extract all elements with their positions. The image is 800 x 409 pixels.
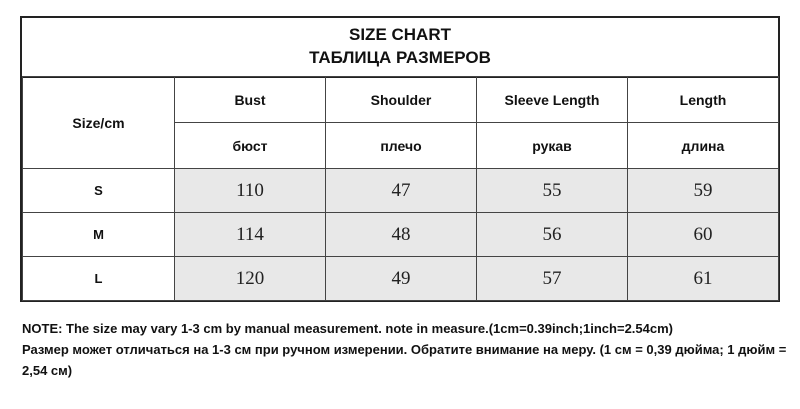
column-header-shoulder: Shoulder (326, 77, 477, 123)
table-cell: 49 (326, 257, 477, 301)
table-cell: 59 (628, 169, 779, 213)
column-header-shoulder-ru: плечо (326, 123, 477, 169)
table-cell: 47 (326, 169, 477, 213)
size-label-s: S (23, 169, 175, 213)
table-cell: 57 (477, 257, 628, 301)
column-header-sleeve-length-ru: рукав (477, 123, 628, 169)
table-cell: 48 (326, 213, 477, 257)
table-cell: 114 (175, 213, 326, 257)
column-header-length: Length (628, 77, 779, 123)
table-cell: 120 (175, 257, 326, 301)
chart-title-block (22, 18, 778, 78)
size-label-m: M (23, 213, 175, 257)
column-header-bust-ru: бюст (175, 123, 326, 169)
table-row-m (23, 213, 779, 257)
table-cell: 61 (628, 257, 779, 301)
column-header-bust: Bust (175, 77, 326, 123)
table-row-l (23, 257, 779, 301)
table-cell: 110 (175, 169, 326, 213)
note-en: NOTE: The size may vary 1-3 cm by manual measurement. note in measure.(1cm=0.39inch;1inch=2.54cm) (22, 321, 673, 336)
unit-label: Size/cm (23, 77, 175, 169)
note-ru: Размер может отличаться на 1-3 см при ручном измерении. Обратите внимание на меру. (1 см = 0,39 дюйма; 1 дюйм = 2,54 см) (22, 342, 787, 378)
size-chart (20, 16, 780, 302)
size-table (22, 76, 779, 301)
table-cell: 55 (477, 169, 628, 213)
table-row-s (23, 169, 779, 213)
column-header-sleeve-length: Sleeve Length (477, 77, 628, 123)
header-row-en (23, 77, 779, 123)
table-cell: 60 (628, 213, 779, 257)
chart-title-en: SIZE CHART (349, 25, 451, 44)
measurement-notes (22, 318, 792, 381)
table-cell: 56 (477, 213, 628, 257)
size-label-l: L (23, 257, 175, 301)
column-header-length-ru: длина (628, 123, 779, 169)
chart-title-ru: ТАБЛИЦА РАЗМЕРОВ (309, 48, 491, 67)
